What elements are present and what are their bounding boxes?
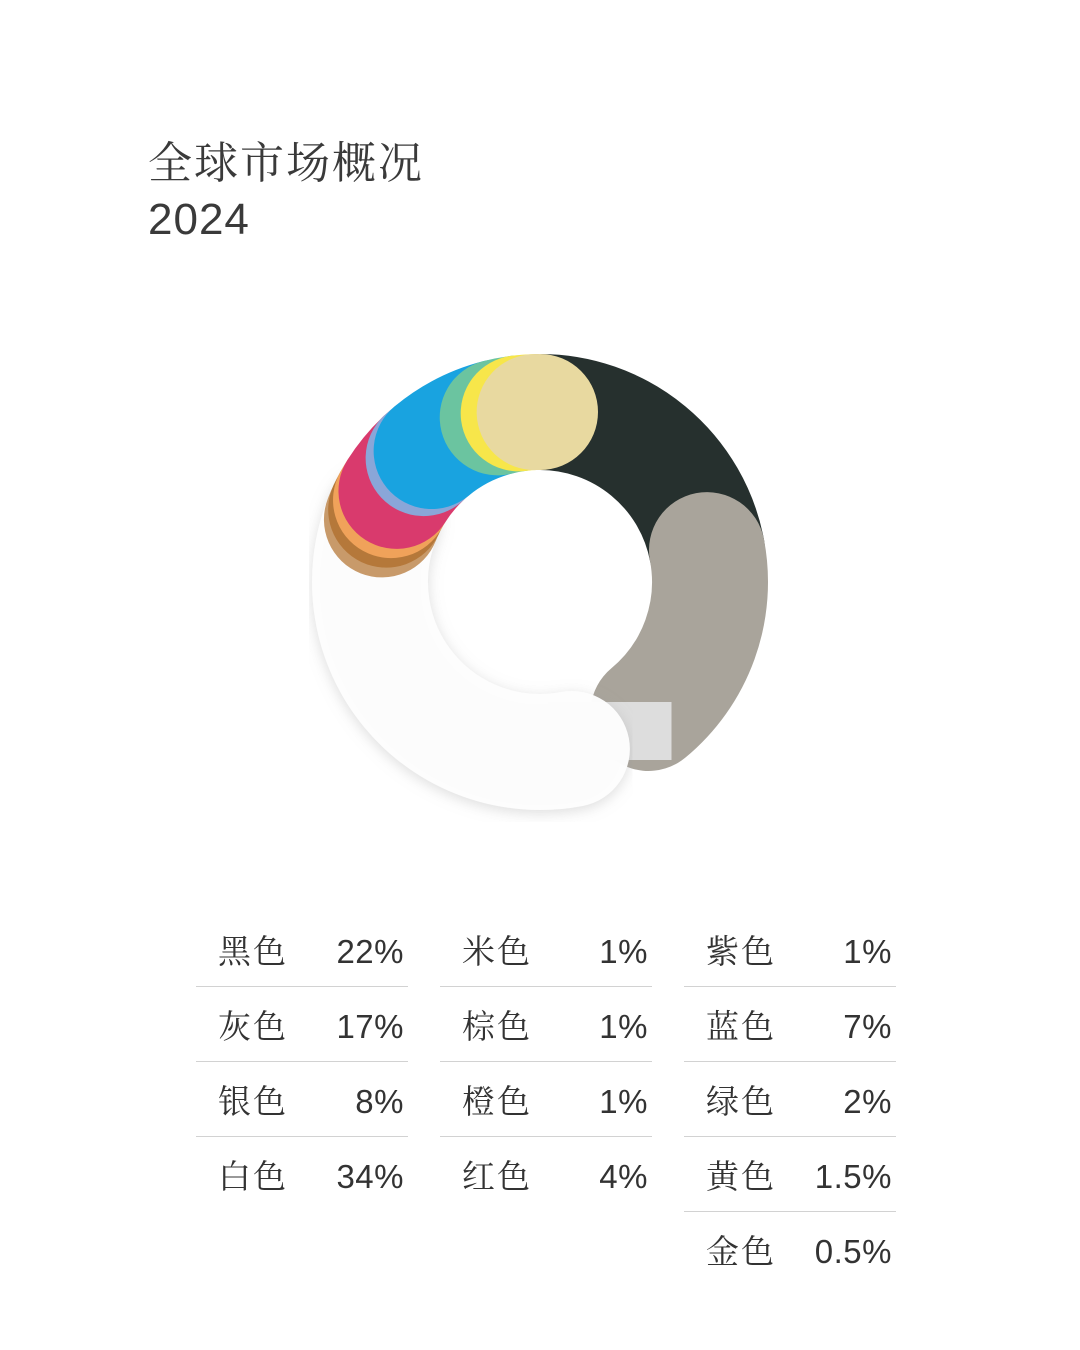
chart-legend bbox=[196, 920, 896, 1286]
page-title bbox=[148, 136, 424, 249]
legend-item-value: 1% bbox=[599, 933, 648, 970]
legend-item bbox=[440, 920, 652, 987]
legend-item-value: 22% bbox=[336, 933, 404, 970]
legend-item bbox=[440, 1137, 652, 1211]
legend-item-label: 橙色 bbox=[462, 1083, 532, 1120]
legend-item bbox=[684, 1062, 896, 1137]
legend-item-value: 8% bbox=[355, 1083, 404, 1120]
legend-item bbox=[684, 1137, 896, 1212]
legend-item-label: 黑色 bbox=[218, 933, 288, 970]
legend-item-label: 蓝色 bbox=[706, 1008, 776, 1045]
legend-item-value: 0.5% bbox=[814, 1233, 892, 1270]
legend-item-value: 1% bbox=[599, 1083, 648, 1120]
legend-item-label: 棕色 bbox=[462, 1008, 532, 1045]
legend-item bbox=[196, 987, 408, 1062]
title-year: 2024 bbox=[148, 195, 250, 245]
legend-column-1 bbox=[196, 920, 408, 1286]
legend-item-label: 紫色 bbox=[706, 933, 776, 970]
legend-item bbox=[684, 1212, 896, 1286]
legend-column-3 bbox=[684, 920, 896, 1286]
legend-item-label: 银色 bbox=[218, 1083, 288, 1120]
legend-item bbox=[440, 1062, 652, 1137]
legend-item-label: 金色 bbox=[706, 1233, 776, 1270]
legend-item-value: 1% bbox=[843, 933, 892, 970]
donut-chart-svg bbox=[230, 300, 850, 880]
donut-chart bbox=[0, 300, 1080, 880]
legend-item bbox=[684, 987, 896, 1062]
legend-item bbox=[196, 1062, 408, 1137]
legend-item-label: 灰色 bbox=[218, 1008, 288, 1045]
legend-item-value: 34% bbox=[336, 1158, 404, 1195]
title-main: 全球市场概况 bbox=[148, 139, 424, 188]
legend-item-label: 白色 bbox=[218, 1158, 288, 1195]
legend-item bbox=[440, 987, 652, 1062]
legend-item-value: 1.5% bbox=[814, 1158, 892, 1195]
legend-item bbox=[196, 1137, 408, 1211]
legend-item-label: 红色 bbox=[462, 1158, 532, 1195]
legend-item-value: 4% bbox=[599, 1158, 648, 1195]
legend-item-label: 黄色 bbox=[706, 1158, 776, 1195]
legend-item bbox=[196, 920, 408, 987]
legend-item-value: 17% bbox=[336, 1008, 404, 1045]
legend-item-label: 绿色 bbox=[706, 1083, 776, 1120]
legend-item-value: 7% bbox=[843, 1008, 892, 1045]
legend-column-2 bbox=[440, 920, 652, 1286]
legend-item-value: 2% bbox=[843, 1083, 892, 1120]
legend-item-value: 1% bbox=[599, 1008, 648, 1045]
legend-item-label: 米色 bbox=[462, 933, 532, 970]
legend-item bbox=[684, 920, 896, 987]
